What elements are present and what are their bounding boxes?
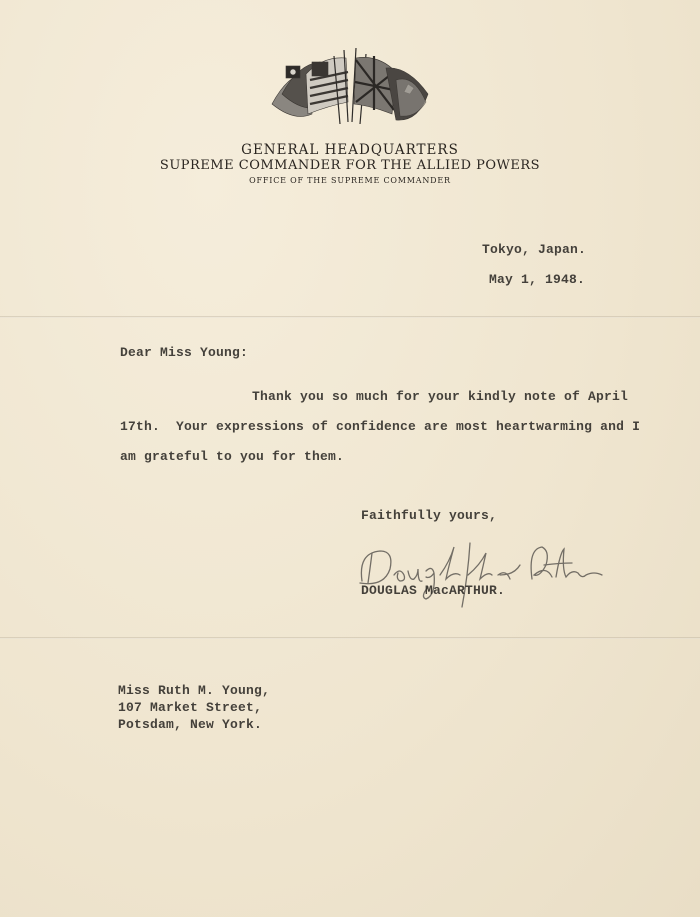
- letter-date: May 1, 1948.: [489, 272, 586, 287]
- letter-salutation: Dear Miss Young:: [120, 345, 249, 360]
- letter-body-line: am grateful to you for them.: [120, 449, 345, 464]
- letter-body-line: Thank you so much for your kindly note of April: [252, 389, 629, 404]
- letter-closing: Faithfully yours,: [361, 508, 498, 523]
- letter-body-line: 17th. Your expressions of confidence are most heartwarming and I: [120, 419, 641, 434]
- handwritten-signature: [350, 535, 610, 615]
- letterhead-subtitle: SUPREME COMMANDER FOR THE ALLIED POWERS: [159, 158, 541, 173]
- recipient-address-line: 107 Market Street,: [118, 700, 263, 715]
- paper-fold-line: [0, 316, 700, 318]
- recipient-address-line: Potsdam, New York.: [118, 717, 263, 732]
- recipient-address-line: Miss Ruth M. Young,: [118, 683, 271, 698]
- letterhead-title: GENERAL HEADQUARTERS: [241, 142, 459, 158]
- letterhead-office: OFFICE OF THE SUPREME COMMANDER: [249, 176, 451, 185]
- letter-place: Tokyo, Japan.: [482, 242, 587, 257]
- paper-fold-line: [0, 637, 700, 639]
- allied-flags-emblem: [268, 44, 432, 132]
- signature-name: DOUGLAS MacARTHUR.: [361, 583, 506, 598]
